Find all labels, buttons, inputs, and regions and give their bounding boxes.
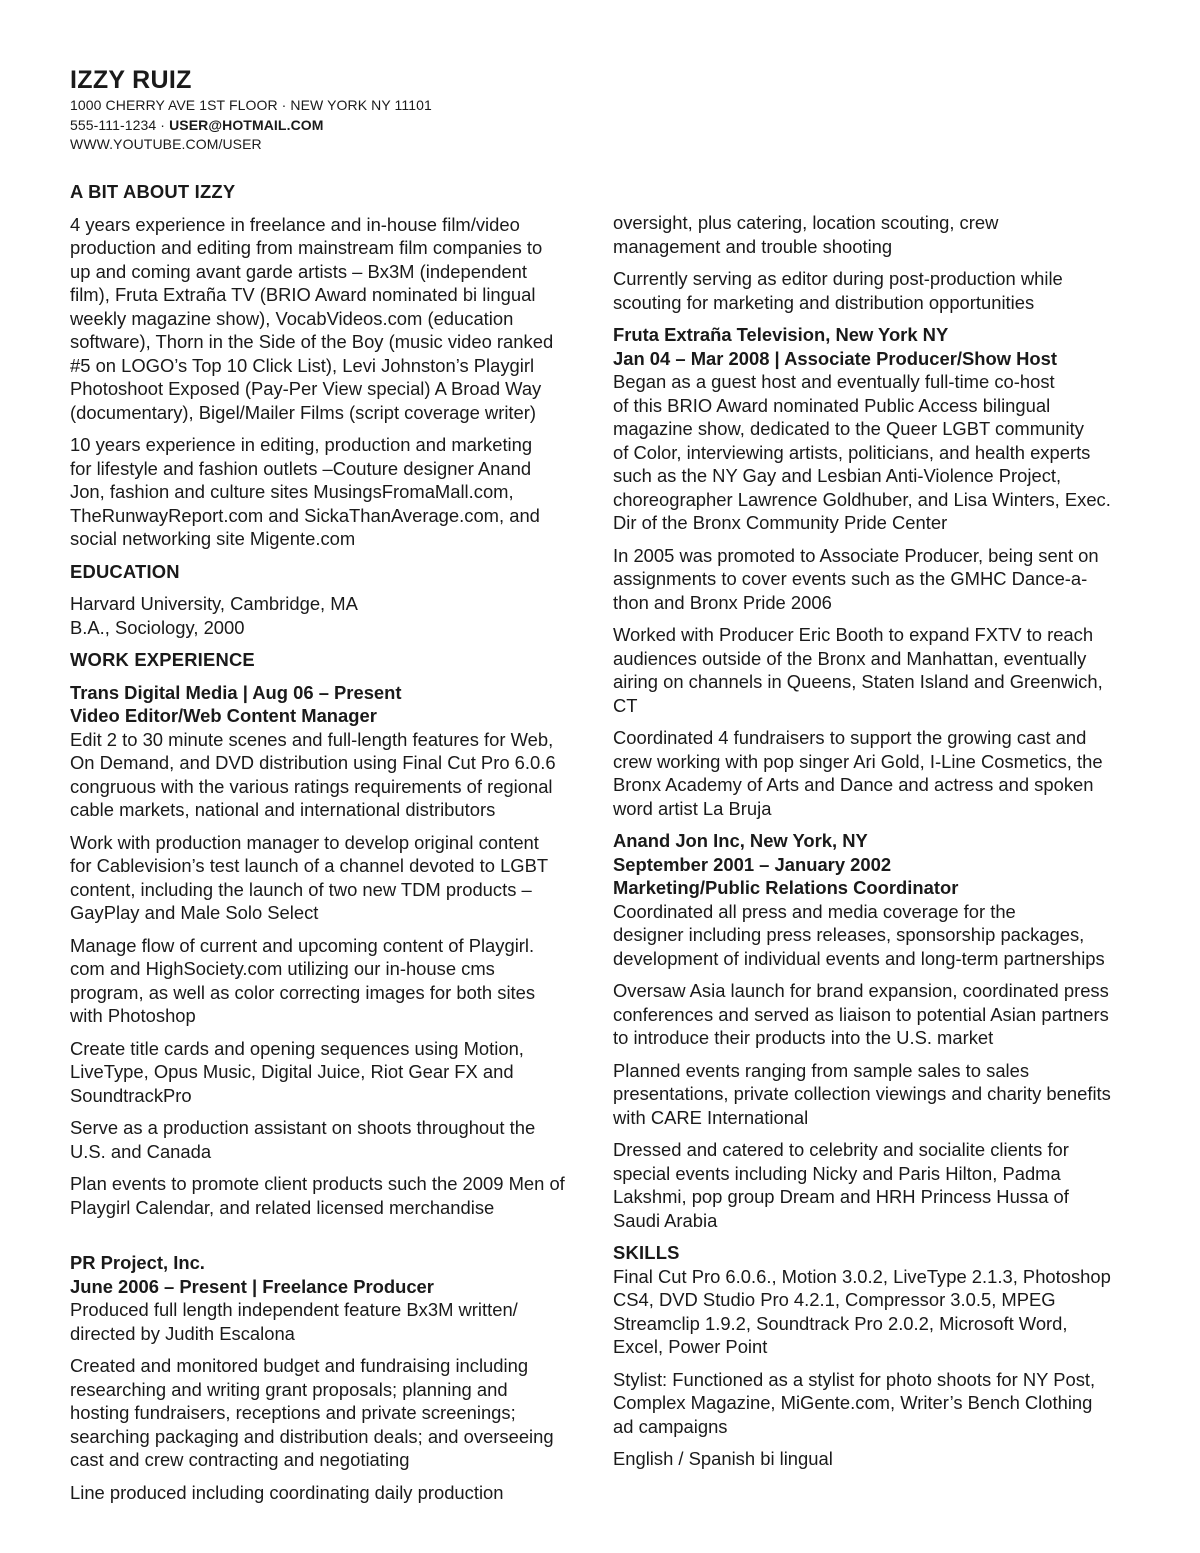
work-heading: WORK EXPERIENCE <box>70 649 255 670</box>
text-line: Manage flow of current and upcoming content of Playgirl. <box>70 934 535 956</box>
text-line: special events including Nicky and Paris Hilton, Padma <box>613 1162 1061 1184</box>
text-line: film), Fruta Extraña TV (BRIO Award nominated bi lingual <box>70 284 536 305</box>
text-line: 10 years experience in editing, production and marketing <box>70 434 533 455</box>
text-line: program, as well as color correcting images for both sites <box>70 981 536 1003</box>
job-title-tdm <box>70 681 595 728</box>
job-item <box>613 267 1143 314</box>
text-line: Anand Jon Inc, New York, NY <box>613 830 868 851</box>
text-line: presentations, private collection viewings and charity benefits <box>613 1083 1111 1104</box>
text-line: Began as a guest host and eventually full-time co-host <box>613 371 1055 392</box>
phone-email-line <box>70 116 432 136</box>
job-item <box>613 979 1143 1050</box>
job-item <box>70 1354 595 1472</box>
job-item <box>70 728 595 822</box>
job-item <box>70 1481 595 1505</box>
job-item <box>70 934 595 1028</box>
text-line: Stylist: Functioned as a stylist for photo shoots for NY Post, <box>613 1368 1096 1390</box>
text-line: to introduce their products into the U.S. market <box>613 1027 994 1048</box>
job-item <box>70 831 595 925</box>
text-line: Worked with Producer Eric Booth to expand FXTV to reach <box>613 624 1094 645</box>
text-line: Jon, fashion and culture sites MusingsFromaMall.com, <box>70 481 514 502</box>
text-line: content, including the launch of two new TDM products – <box>70 878 532 900</box>
text-line: PR Project, Inc. <box>70 1252 205 1273</box>
text-line: assignments to cover events such as the GMHC Dance-a- <box>613 568 1088 589</box>
job-title-anand <box>613 829 1143 900</box>
text-line: of Color, interviewing artists, politicians, and health experts <box>613 441 1091 463</box>
text-line: weekly magazine show), VocabVideos.com (education <box>70 307 514 329</box>
education-details <box>70 592 595 639</box>
text-line: (documentary), Bigel/Mailer Films (script coverage writer) <box>70 401 537 423</box>
text-line: #5 on LOGO’s Top 10 Click List), Levi Johnston’s Playgirl <box>70 354 535 376</box>
text-line: GayPlay and Male Solo Select <box>70 902 319 923</box>
education-heading: EDUCATION <box>70 560 180 582</box>
text-line: designer including press releases, sponsorship packages, <box>613 924 1085 945</box>
text-line: Serve as a production assistant on shoots throughout the <box>70 1117 536 1138</box>
text-line: ad campaigns <box>613 1415 728 1437</box>
text-line: crew working with pop singer Ari Gold, I-Line Cosmetics, the <box>613 750 1103 772</box>
text-line: searching packaging and distribution deals; and overseeing <box>70 1425 554 1447</box>
left-column <box>70 180 595 1504</box>
text-line: Lakshmi, pop group Dream and HRH Princess Hussa of <box>613 1186 1069 1207</box>
text-line: Work with production manager to develop original content <box>70 831 539 853</box>
text-line: Planned events ranging from sample sales to sales <box>613 1059 1030 1081</box>
text-line: software), Thorn in the Side of the Boy (music video ranked <box>70 331 554 352</box>
text-line: SoundtrackPro <box>70 1084 192 1106</box>
text-line: oversight, plus catering, location scouting, crew <box>613 212 999 233</box>
text-line: Produced full length independent feature Bx3M written/ <box>70 1299 518 1320</box>
job-item <box>613 1059 1143 1130</box>
text-line: Video Editor/Web Content Manager <box>70 705 377 726</box>
text-line: In 2005 was promoted to Associate Producer, being sent on <box>613 544 1099 566</box>
text-line: choreographer Lawrence Goldhuber, and Lisa Winters, Exec. <box>613 488 1111 510</box>
job-title-pr <box>70 1251 595 1298</box>
skills-item <box>613 1447 1143 1471</box>
text-line: of this BRIO Award nominated Public Access bilingual <box>613 394 1051 416</box>
about-paragraph <box>70 433 595 551</box>
contact-block <box>70 96 432 155</box>
text-line: Photoshoot Exposed (Pay-Per View special) A Broad Way <box>70 378 542 399</box>
text-line: English / Spanish bi lingual <box>613 1448 833 1469</box>
text-line: management and trouble shooting <box>613 235 893 257</box>
about-heading: A BIT ABOUT IZZY <box>70 181 236 202</box>
job-item <box>613 1138 1143 1232</box>
job-item <box>70 1037 595 1108</box>
text-line: Plan events to promote client products such the 2009 Men of <box>70 1173 565 1194</box>
job-item <box>613 544 1143 615</box>
text-line: Coordinated all press and media coverage for the <box>613 900 1016 922</box>
text-line: magazine show, dedicated to the Queer LGBT community <box>613 418 1084 439</box>
text-line: social networking site Migente.com <box>70 528 356 549</box>
text-line: congruous with the various ratings requirements of regional <box>70 775 553 797</box>
text-line: word artist La Bruja <box>613 797 772 819</box>
text-line: Saudi Arabia <box>613 1209 718 1231</box>
address-line: 1000 CHERRY AVE 1ST FLOOR · NEW YORK NY 11101 <box>70 97 432 113</box>
job-item <box>613 370 1143 535</box>
text-line: hosting fundraisers, receptions and private screenings; <box>70 1402 516 1423</box>
right-column <box>613 211 1143 1471</box>
job-item <box>70 1116 595 1163</box>
text-line: directed by Judith Escalona <box>70 1322 295 1344</box>
text-line: Create title cards and opening sequences using Motion, <box>70 1037 524 1059</box>
text-line: airing on channels in Queens, Staten Island and Greenwich, <box>613 671 1103 692</box>
text-line: Streamclip 1.9.2, Soundtrack Pro 2.0.2, Microsoft Word, <box>613 1312 1068 1334</box>
text-line: with Photoshop <box>70 1005 196 1026</box>
text-line: On Demand, and DVD distribution using Final Cut Pro 6.0.6 <box>70 752 556 773</box>
text-line: September 2001 – January 2002 <box>613 853 892 875</box>
text-line: researching and writing grant proposals; planning and <box>70 1378 508 1400</box>
about-paragraph <box>70 213 595 425</box>
text-line: for Cablevision’s test launch of a channel devoted to LGBT <box>70 855 549 876</box>
text-line: U.S. and Canada <box>70 1140 212 1162</box>
text-line: CT <box>613 694 638 716</box>
text-line: Currently serving as editor during post-production while <box>613 268 1063 289</box>
text-line: cast and crew contracting and negotiating <box>70 1449 410 1470</box>
email-link[interactable]: USER@HOTMAIL.COM <box>169 116 324 133</box>
skills-item <box>613 1265 1143 1359</box>
job-item <box>613 900 1143 971</box>
text-line: Jan 04 – Mar 2008 | Associate Producer/Show Host <box>613 347 1057 369</box>
skills-item <box>613 1368 1143 1439</box>
text-line: TheRunwayReport.com and SickaThanAverage.com, and <box>70 504 540 526</box>
text-line: production and editing from mainstream film companies to <box>70 237 543 258</box>
candidate-name: IZZY RUIZ <box>70 66 192 94</box>
text-line: Coordinated 4 fundraisers to support the growing cast and <box>613 727 1087 748</box>
job-item <box>613 211 1143 258</box>
text-line: Bronx Academy of Arts and Dance and actress and spoken <box>613 774 1094 795</box>
text-line: Dressed and catered to celebrity and socialite clients for <box>613 1139 1069 1160</box>
text-line: such as the NY Gay and Lesbian Anti-Violence Project, <box>613 465 1062 486</box>
text-line: LiveType, Opus Music, Digital Juice, Riot Gear FX and <box>70 1061 514 1082</box>
resume-header <box>70 66 432 155</box>
text-line: scouting for marketing and distribution opportunities <box>613 291 1035 313</box>
text-line: June 2006 – Present | Freelance Producer <box>70 1275 434 1297</box>
text-line: Marketing/Public Relations Coordinator <box>613 877 959 898</box>
text-line: audiences outside of the Bronx and Manhattan, eventually <box>613 647 1087 669</box>
text-line: Created and monitored budget and fundraising including <box>70 1355 529 1376</box>
text-line: up and coming avant garde artists – Bx3M (independent <box>70 260 527 282</box>
text-line: Fruta Extraña Television, New York NY <box>613 324 949 345</box>
text-line: Excel, Power Point <box>613 1336 768 1357</box>
text-line: Oversaw Asia launch for brand expansion, coordinated press <box>613 980 1109 1001</box>
job-item <box>613 726 1143 820</box>
skills-heading: SKILLS <box>613 1242 680 1263</box>
text-line: for lifestyle and fashion outlets –Couture designer Anand <box>70 457 532 479</box>
job-item <box>70 1172 595 1219</box>
text-line: Final Cut Pro 6.0.6., Motion 3.0.2, LiveType 2.1.3, Photoshop <box>613 1265 1111 1287</box>
text-line: Dir of the Bronx Community Pride Center <box>613 512 948 533</box>
text-line: conferences and served as liaison to potential Asian partners <box>613 1003 1109 1025</box>
text-line: Trans Digital Media | Aug 06 – Present <box>70 681 402 703</box>
text-line: Edit 2 to 30 minute scenes and full-length features for Web, <box>70 728 554 750</box>
text-line: Harvard University, Cambridge, MA <box>70 593 358 614</box>
text-line: B.A., Sociology, 2000 <box>70 616 245 638</box>
text-line: Playgirl Calendar, and related licensed merchandise <box>70 1196 495 1218</box>
text-line: thon and Bronx Pride 2006 <box>613 591 832 613</box>
website-link[interactable]: WWW.YOUTUBE.COM/USER <box>70 136 262 152</box>
text-line: development of individual events and long-term partnerships <box>613 947 1105 969</box>
text-line: 4 years experience in freelance and in-house film/video <box>70 213 520 235</box>
text-line: Line produced including coordinating daily production <box>70 1481 504 1503</box>
text-line: CS4, DVD Studio Pro 4.2.1, Compressor 3.0.5, MPEG <box>613 1289 1056 1310</box>
phone-text: 555-111-1234 · <box>70 116 170 133</box>
text-line: Complex Magazine, MiGente.com, Writer’s Bench Clothing <box>613 1392 1093 1413</box>
text-line: com and HighSociety.com utilizing our in-house cms <box>70 958 495 979</box>
job-title-fruta <box>613 323 1143 370</box>
text-line: with CARE International <box>613 1106 809 1128</box>
text-line: cable markets, national and international distributors <box>70 799 496 820</box>
job-item <box>613 623 1143 717</box>
job-item <box>70 1298 595 1345</box>
